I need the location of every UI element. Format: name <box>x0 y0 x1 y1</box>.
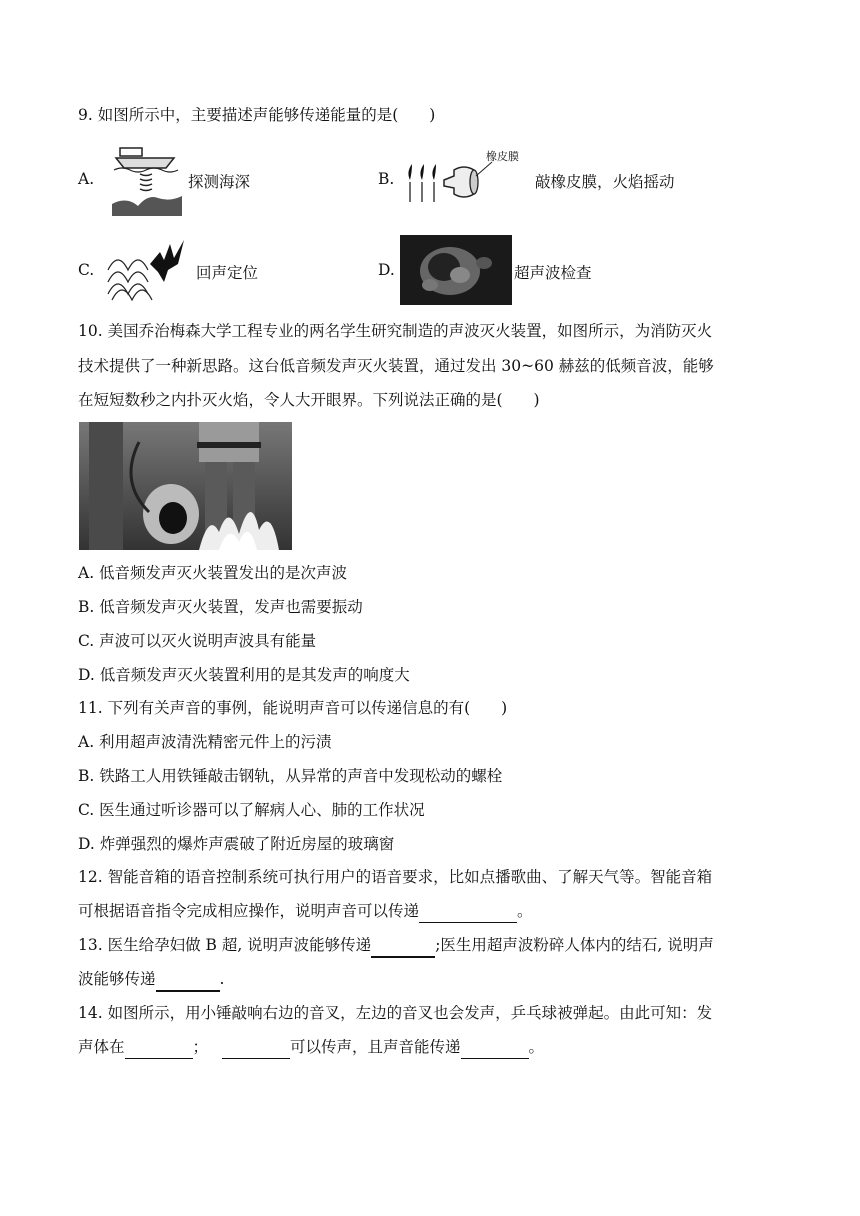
q14-line-2-a: 声体在 <box>78 1038 125 1056</box>
q10-option-c: C. 声波可以灭火说明声波具有能量 <box>78 632 317 650</box>
q11-option-b: B. 铁路工人用铁锤敲击钢轨，从异常的声音中发现松动的螺栓 <box>78 767 503 785</box>
q11-option-c: C. 医生通过听诊器可以了解病人心、肺的工作状况 <box>78 801 425 819</box>
q12-line-2-post: 。 <box>517 902 533 920</box>
q9-option-d-text: 超声波检查 <box>514 264 592 282</box>
q10-option-b: B. 低音频发声灭火装置，发声也需要振动 <box>78 598 363 616</box>
q13-line-2-pre: 波能够传递 <box>78 970 156 988</box>
sonic-extinguisher-photo <box>79 422 292 550</box>
q14-answer-blank-2[interactable] <box>222 1036 290 1059</box>
q10-stem-line-3: 在短短数秒之内扑灭火焰，令人大开眼界。下列说法正确的是( ) <box>78 391 540 409</box>
q9-option-b-letter: B. <box>378 170 395 188</box>
q14-line-2-c: 可以传声，且声音能传递 <box>290 1038 461 1056</box>
q14-line-2-b: ； <box>192 1038 209 1056</box>
q13-line-2 <box>78 968 224 992</box>
bat-echolocation-figure <box>104 234 186 304</box>
q10-stem-line-2: 技术提供了一种新思路。这台低音频发声灭火装置，通过发出 30~60 赫兹的低频音波，能够 <box>78 357 714 375</box>
q11-stem: 11. 下列有关声音的事例，能说明声音可以传递信息的有( ) <box>78 699 508 717</box>
label-leader-line <box>470 160 500 180</box>
q12-answer-blank[interactable] <box>419 900 517 923</box>
q9-option-b-text: 敲橡皮膜，火焰摇动 <box>535 173 675 191</box>
q14-line-2-d: 。 <box>528 1038 545 1056</box>
ultrasound-scan-figure <box>400 235 512 305</box>
q13-answer-blank-2[interactable] <box>156 968 220 992</box>
rubber-membrane-label: 橡皮膜 <box>486 150 519 163</box>
q10-option-d: D. 低音频发声灭火装置利用的是其发声的响度大 <box>78 666 410 684</box>
q10-option-a: A. 低音频发声灭火装置发出的是次声波 <box>78 564 348 582</box>
q14-line-1: 14. 如图所示，用小锤敲响右边的音叉，左边的音叉也会发声，乒乓球被弹起。由此可知：发 <box>78 1004 713 1022</box>
q14-answer-blank-3[interactable] <box>461 1036 529 1059</box>
q12-line-2 <box>78 900 533 923</box>
q11-option-d: D. 炸弹强烈的爆炸声震破了附近房屋的玻璃窗 <box>78 835 395 853</box>
q13-line-1-post: ;医生用超声波粉碎人体内的结石, 说明声 <box>435 936 714 954</box>
q10-stem-line-1: 10. 美国乔治梅森大学工程专业的两名学生研究制造的声波灭火装置，如图所示，为消防灭火 <box>78 322 713 340</box>
q13-answer-blank-1[interactable] <box>371 934 435 958</box>
q13-line-1 <box>78 934 714 958</box>
q12-line-2-pre: 可根据语音指令完成相应操作，说明声音可以传递 <box>78 902 420 920</box>
q9-stem: 9. 如图所示中，主要描述声能够传递能量的是( ) <box>78 106 436 124</box>
q13-line-2-post: . <box>219 970 225 988</box>
q9-option-d-letter: D. <box>378 261 395 279</box>
q13-line-1-pre: 13. 医生给孕妇做 B 超, 说明声波能够传递 <box>78 936 372 954</box>
q9-option-a-letter: A. <box>78 170 95 188</box>
q14-answer-blank-1[interactable] <box>125 1036 193 1059</box>
q9-option-a-text: 探测海深 <box>188 173 251 191</box>
q9-option-c-letter: C. <box>78 261 95 279</box>
q9-option-c-text: 回声定位 <box>196 264 259 282</box>
q11-option-a: A. 利用超声波清洗精密元件上的污渍 <box>78 733 332 751</box>
ship-sonar-figure <box>112 146 182 216</box>
q12-line-1: 12. 智能音箱的语音控制系统可执行用户的语音要求，比如点播歌曲、了解天气等。智能音箱 <box>78 868 713 886</box>
q14-line-2 <box>78 1036 544 1059</box>
